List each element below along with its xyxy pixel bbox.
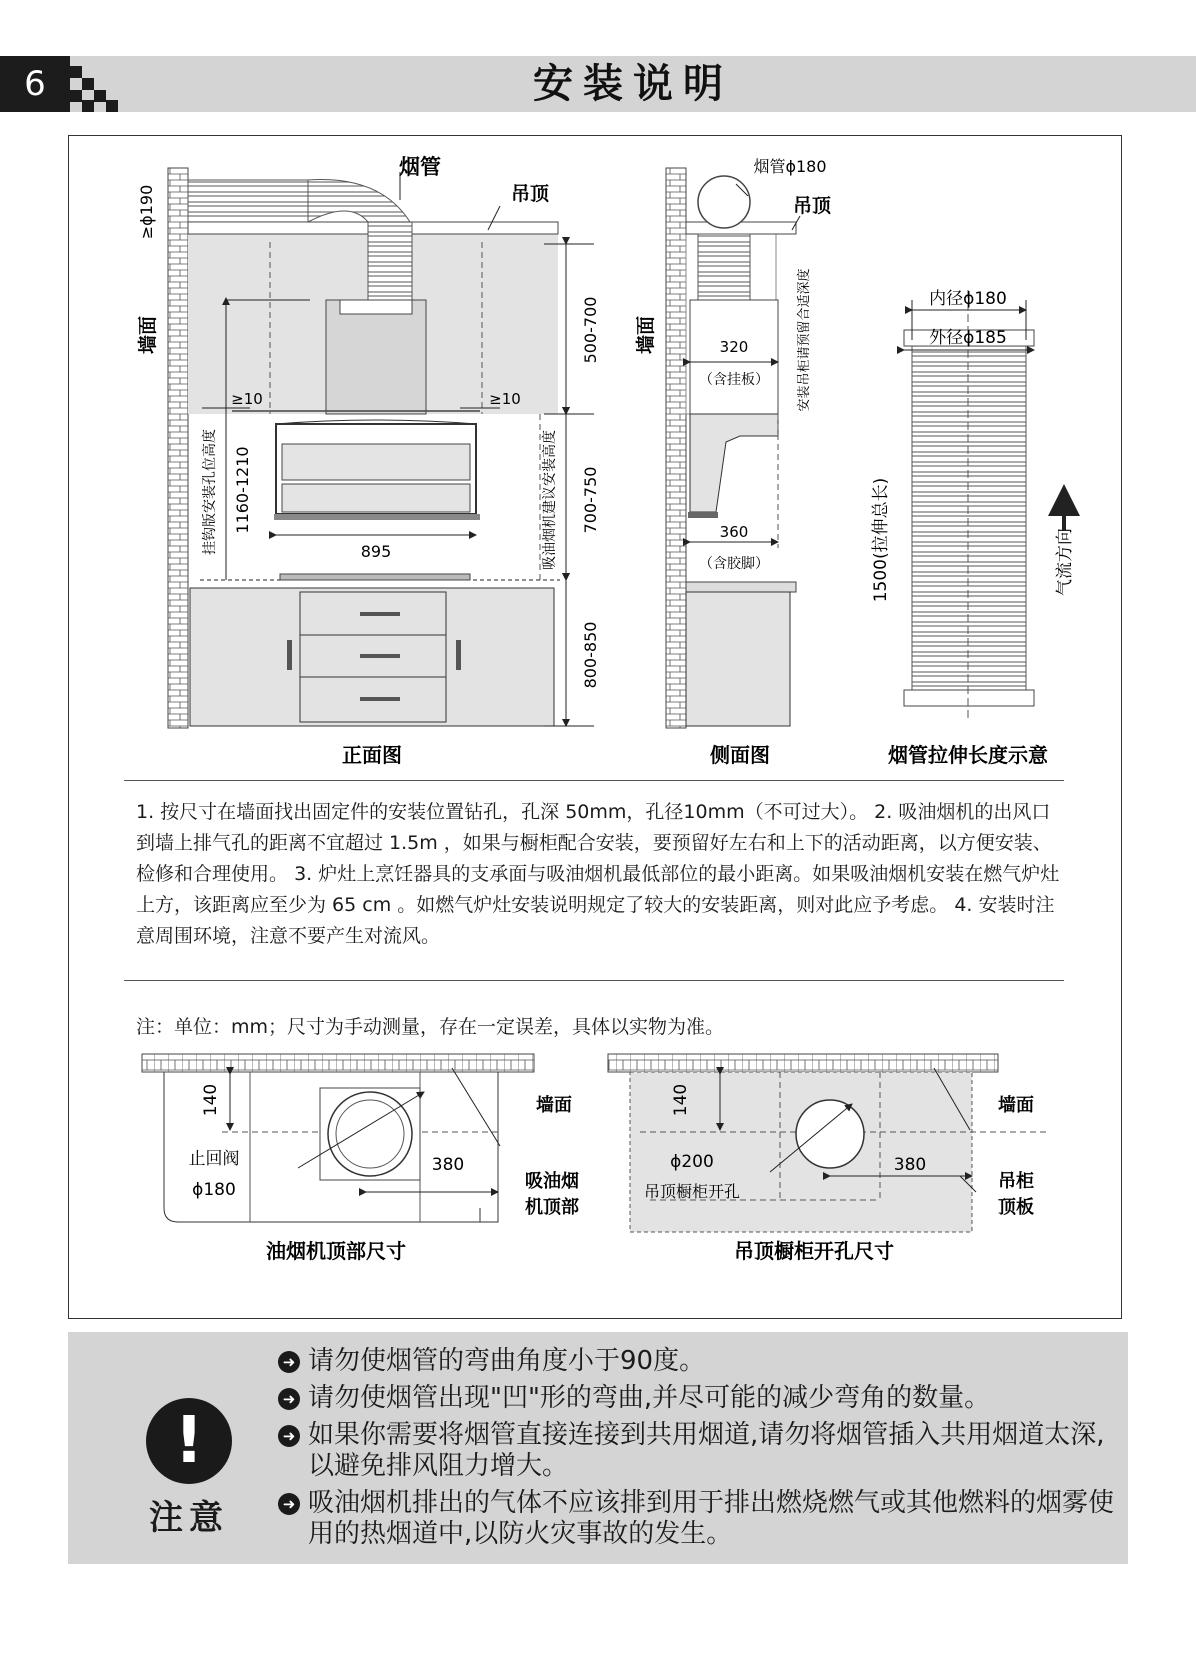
label-ceiling-side: 吊顶 [792,195,832,217]
pipe-stretch-diagram [904,290,1064,720]
arrow-right-icon: ➜ [278,1493,300,1515]
label-dim-380-cab: 380 [893,1155,927,1175]
label-dim-1160-1210: 1160-1210 [233,446,252,534]
label-hood-top-l1: 吸油烟 [525,1171,579,1192]
instruction-2: 2. 吸油烟机的出风口到墙上排气孔的距离不宜超过 1.5m ，如果与橱柜配合安装，要预留好左右和上下的活动距离，以方便安装、检修和合理使用。 [136,801,1052,885]
label-dim-895: 895 [360,542,392,561]
caption-front-view: 正面图 [342,743,402,767]
warning-item: ➜ 请勿使烟管出现"凹"形的弯曲,并尽可能的减少弯角的数量。 [278,1383,1118,1414]
label-ge10-right: ≥10 [489,390,521,408]
label-dim-380: 380 [431,1155,465,1175]
label-wall-side: 墙面 [635,315,657,355]
label-pipe-length: 1500(拉伸总长) [871,477,891,603]
instruction-3: 3. 炉灶上烹饪器具的支承面与吸油烟机最低部位的最小距离。如果吸油烟机安装在燃气炉灶上方，该距离应至少为 65 cm 。如燃气炉灶安装说明规定了较大的安装距离，则对此应予考虑。 [136,863,1060,916]
label-wall-hood: 墙面 [536,1095,572,1116]
label-dia-200: ϕ200 [670,1152,714,1172]
label-incl-glue-feet: （含胶脚） [699,556,769,572]
caption-pipe-stretch: 烟管拉伸长度示意 [888,743,1048,767]
label-incl-hook-plate: （含挂板） [699,372,769,388]
ceiling-cabinet-diagram [608,1054,1050,1232]
arrow-right-icon: ➜ [278,1351,300,1373]
arrow-right-icon: ➜ [278,1388,300,1410]
caption-side-view: 侧面图 [710,743,770,767]
label-dim-140-cab: 140 [671,1083,691,1117]
exclamation-icon: ! [146,1398,232,1484]
divider-bottom [124,980,1064,981]
arrow-right-icon: ➜ [278,1425,300,1447]
label-dim-140: 140 [201,1083,221,1117]
page-title: 安装说明 [533,61,733,107]
label-outer-dia: 外径ϕ185 [929,328,1007,348]
instruction-4: 4. 安装时注意周围环境，注意不要产生对流风。 [136,894,1055,947]
side-view-diagram [666,168,800,728]
label-check-valve: 止回阀 [188,1149,240,1169]
front-view-diagram [168,168,594,728]
label-dim-500-700: 500-700 [581,296,600,364]
warning-list [278,1346,1118,1556]
label-wall-cab-l2: 顶板 [998,1197,1034,1218]
label-pipe: 烟管 [399,155,441,179]
divider-top [124,780,1064,781]
label-pipe-180: 烟管ϕ180 [753,157,827,176]
warning-label: 注意 [149,1498,229,1538]
caption-ceiling-cab: 吊顶橱柜开孔尺寸 [734,1239,894,1263]
label-airflow: 气流方向 [1055,528,1075,596]
label-ceiling: 吊顶 [510,183,550,205]
label-cabinet-depth-note: 安装吊柜请预留合适深度 [797,268,812,412]
label-wall-cab: 墙面 [998,1095,1034,1116]
instruction-1: 1. 按尺寸在墙面找出固定件的安装位置钻孔，孔深 50mm，孔径10mm（不可过大）。 [136,801,869,823]
caption-hood-top: 油烟机顶部尺寸 [266,1239,406,1263]
warning-item: ➜ 吸油烟机排出的气体不应该排到用于排出燃烧燃气或其他燃料的烟雾使用的热烟道中,以防火灾事故的发生。 [278,1488,1118,1550]
label-inner-dia: 内径ϕ180 [929,289,1007,309]
label-ge10-left: ≥10 [231,390,263,408]
label-ceiling-cab-hole: 吊顶橱柜开孔 [643,1182,741,1201]
label-dim-800-850: 800-850 [581,621,600,689]
label-dia-180: ϕ180 [192,1180,236,1200]
warning-item: ➜ 请勿使烟管的弯曲角度小于90度。 [278,1346,1118,1377]
label-dim-320: 320 [719,338,749,356]
label-dim-190: ≥ϕ190 [137,184,156,240]
label-wall: 墙面 [137,315,159,355]
label-hood-top-l2: 机顶部 [525,1197,579,1218]
label-hood-install-height: 吸油烟机建议安装高度 [542,430,558,570]
warning-panel [68,1332,1128,1564]
label-dim-360: 360 [719,523,749,541]
install-instructions [136,797,1066,952]
label-dim-700-750: 700-750 [581,466,600,534]
label-wall-cab-l1: 吊柜 [998,1171,1034,1192]
warning-item: ➜ 如果你需要将烟管直接连接到共用烟道,请勿将烟管插入共用烟道太深,以避免排风阻力增大。 [278,1420,1118,1482]
unit-note: 注：单位：mm；尺寸为手动测量，存在一定误差，具体以实物为准。 [136,1016,725,1038]
label-hook-hole-height: 挂钩版安装孔位高度 [202,429,218,555]
page-number: 6 [0,56,70,112]
